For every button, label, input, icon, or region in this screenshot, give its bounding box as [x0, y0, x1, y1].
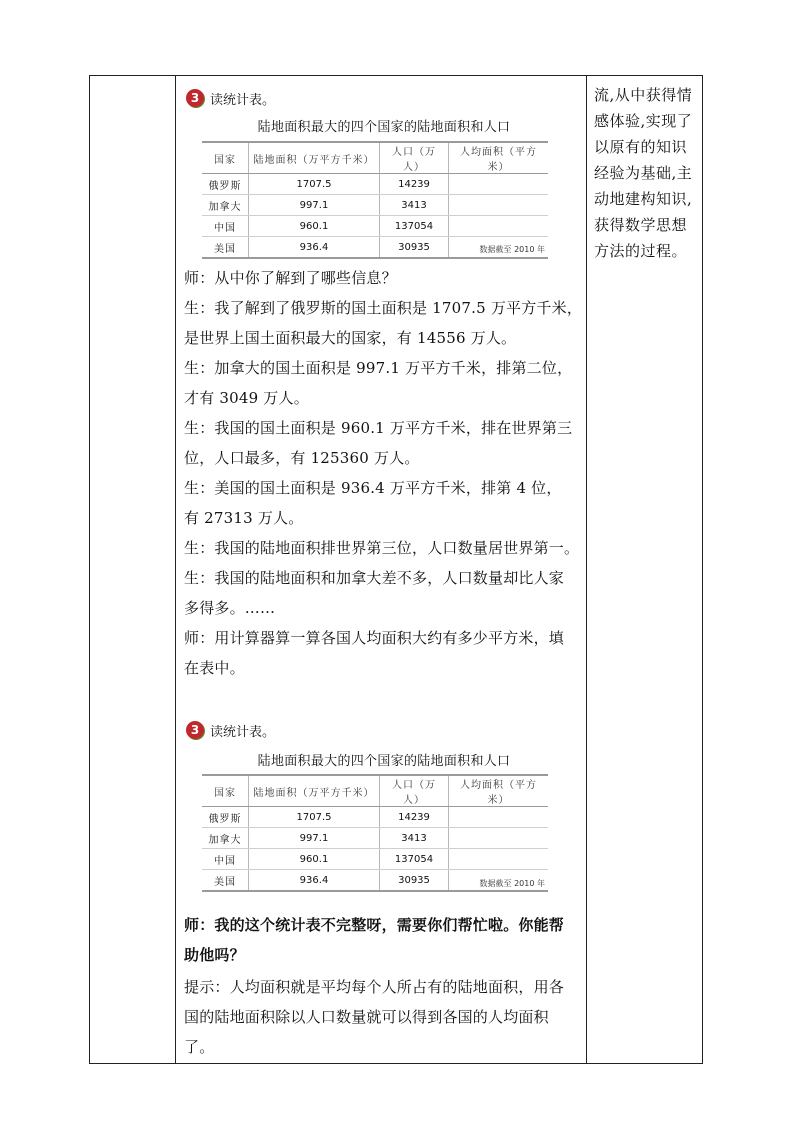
table-row	[202, 828, 548, 849]
data-source-note: 数据截至 2010 年	[479, 879, 545, 888]
per-capita-cell	[449, 849, 549, 870]
design-note-line: 动地建构知识,	[594, 190, 693, 208]
statistics-table	[202, 774, 548, 892]
number-badge-icon: 3	[186, 721, 204, 739]
table-row	[202, 216, 548, 237]
table-row	[202, 807, 548, 828]
figure-heading-label: 读统计表。	[210, 724, 276, 740]
column-header: 人均面积（平方米）	[449, 142, 549, 174]
country-cell: 俄罗斯	[202, 174, 249, 195]
dialogue-line: 位，人口最多，有 125360 万人。	[184, 449, 420, 467]
population-cell: 30935	[380, 870, 449, 892]
figure-heading	[186, 720, 275, 740]
figure-heading-label: 读统计表。	[210, 92, 276, 108]
number-badge-icon: 3	[186, 89, 204, 107]
table-row	[202, 174, 548, 195]
area-cell: 960.1	[249, 216, 380, 237]
table-row	[202, 849, 548, 870]
dialogue-line: 师：我的这个统计表不完整呀，需要你们帮忙啦。你能帮	[184, 916, 565, 934]
design-note-line: 流,从中获得情	[594, 86, 693, 104]
column-header: 人均面积（平方米）	[449, 775, 549, 807]
column-header: 陆地面积（万平方千米）	[249, 142, 380, 174]
figure-heading	[186, 88, 275, 108]
population-cell: 137054	[380, 216, 449, 237]
per-capita-cell	[449, 828, 549, 849]
column-header: 人口（万人）	[380, 142, 449, 174]
dialogue-line: 师：从中你了解到了哪些信息？	[184, 269, 397, 287]
country-cell: 美国	[202, 870, 249, 892]
design-note-line: 感体验,实现了	[594, 112, 693, 130]
area-cell: 1707.5	[249, 807, 380, 828]
table-header-row	[202, 775, 548, 807]
dialogue-line: 才有 3049 万人。	[184, 389, 309, 407]
dialogue-line: 生：加拿大的国土面积是 997.1 万平方千米，排第二位，	[184, 359, 573, 377]
area-cell: 936.4	[249, 237, 380, 259]
lesson-table	[89, 75, 703, 1064]
area-cell: 960.1	[249, 849, 380, 870]
population-cell: 3413	[380, 195, 449, 216]
dialogue-line: 在表中。	[184, 659, 245, 677]
hint-line: 国的陆地面积除以人口数量就可以得到各国的人均面积	[184, 1008, 549, 1026]
dialogue-line: 助他吗？	[184, 946, 245, 964]
design-note-line: 经验为基础,主	[594, 164, 693, 182]
population-cell: 30935	[380, 237, 449, 259]
country-cell: 美国	[202, 237, 249, 259]
design-note-line: 获得数学思想	[594, 216, 688, 234]
area-cell: 1707.5	[249, 174, 380, 195]
population-cell: 14239	[380, 174, 449, 195]
population-cell: 14239	[380, 807, 449, 828]
country-cell: 加拿大	[202, 195, 249, 216]
dialogue-line: 多得多。……	[184, 599, 276, 617]
country-cell: 俄罗斯	[202, 807, 249, 828]
per-capita-cell	[449, 807, 549, 828]
country-cell: 中国	[202, 849, 249, 870]
design-note-line: 以原有的知识	[594, 138, 688, 156]
column-header: 陆地面积（万平方千米）	[249, 775, 380, 807]
textbook-figure-2	[180, 718, 588, 893]
column-header: 国家	[202, 775, 249, 807]
dialogue-line: 生：我国的国土面积是 960.1 万平方千米，排在世界第三	[184, 419, 573, 437]
country-cell: 中国	[202, 216, 249, 237]
column-divider-left	[175, 76, 176, 1063]
column-header: 国家	[202, 142, 249, 174]
hint-line: 提示：人均面积就是平均每个人所占有的陆地面积，用各	[184, 978, 565, 996]
table-title: 陆地面积最大的四个国家的陆地面积和人口	[257, 754, 511, 769]
per-capita-cell	[449, 174, 549, 195]
population-cell: 3413	[380, 828, 449, 849]
country-cell: 加拿大	[202, 828, 249, 849]
dialogue-line: 是世界上国土面积最大的国家，有 14556 万人。	[184, 329, 517, 347]
hint-section	[184, 972, 586, 1062]
design-note-line: 方法的过程。	[594, 242, 688, 260]
lesson-content	[180, 76, 588, 1063]
dialogue-line: 生：我国的陆地面积排世界第三位，人口数量居世界第一。	[184, 539, 580, 557]
textbook-figure-1	[180, 86, 588, 261]
area-cell: 997.1	[249, 195, 380, 216]
data-source-note: 数据截至 2010 年	[479, 245, 545, 254]
statistics-table	[202, 141, 548, 259]
design-note	[594, 82, 704, 264]
dialogue-line: 师：用计算器算一算各国人均面积大约有多少平方米，填	[184, 629, 565, 647]
column-header: 人口（万人）	[380, 775, 449, 807]
area-cell: 936.4	[249, 870, 380, 892]
per-capita-cell	[449, 216, 549, 237]
dialogue-section-1	[184, 263, 586, 683]
dialogue-line: 生：美国的国土面积是 936.4 万平方千米，排第 4 位，	[184, 479, 562, 497]
population-cell: 137054	[380, 849, 449, 870]
table-header-row	[202, 142, 548, 174]
dialogue-section-2	[184, 910, 586, 970]
dialogue-line: 有 27313 万人。	[184, 509, 304, 527]
table-row	[202, 195, 548, 216]
dialogue-line: 生：我国的陆地面积和加拿大差不多，人口数量却比人家	[184, 569, 565, 587]
per-capita-cell	[449, 195, 549, 216]
table-title: 陆地面积最大的四个国家的陆地面积和人口	[257, 120, 511, 135]
dialogue-line: 生：我了解到了俄罗斯的国土面积是 1707.5 万平方千米，	[184, 299, 583, 317]
area-cell: 997.1	[249, 828, 380, 849]
hint-line: 了。	[184, 1038, 215, 1056]
